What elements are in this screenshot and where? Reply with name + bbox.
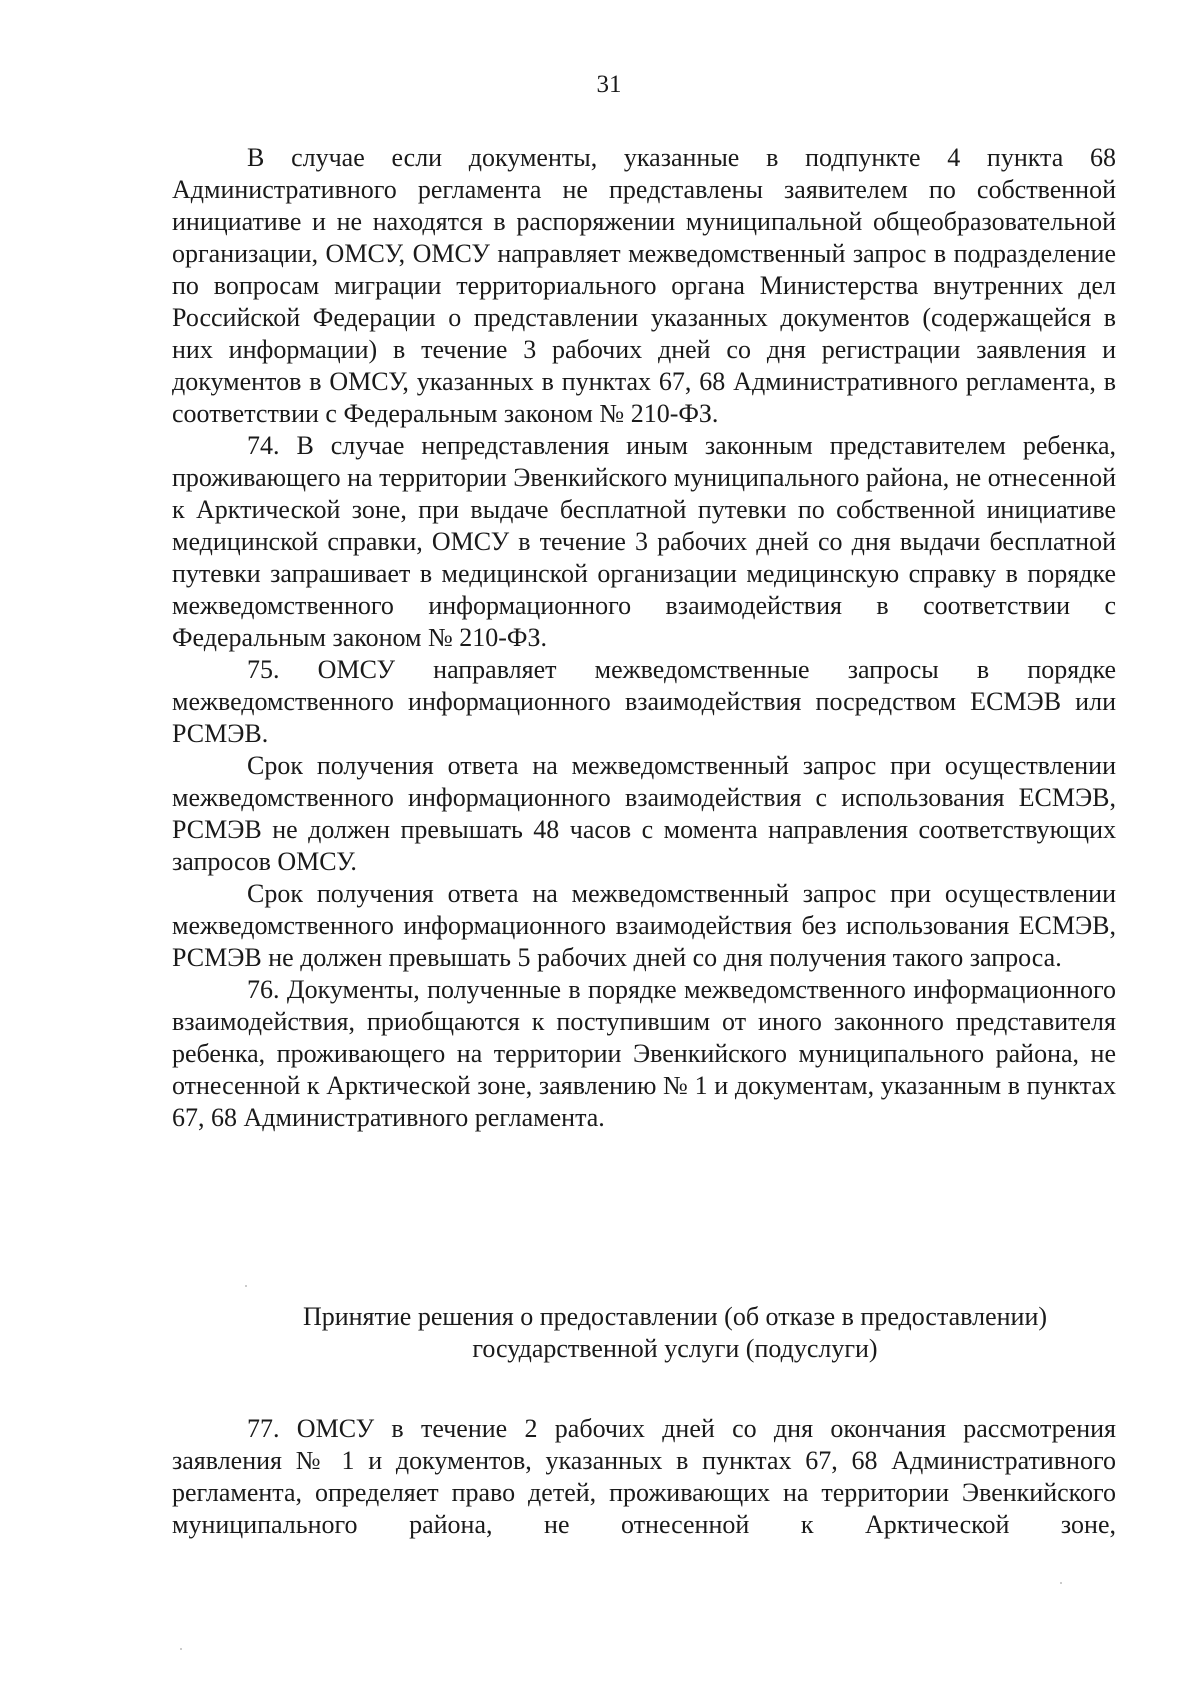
document-body-continued (172, 1413, 1116, 1541)
paragraph-74: 74. В случае непредставления иным законным представителем ребенка, проживающего на территории Эвенкийского муниципального района, не отнесенной к Арктической зоне, при выдаче бесплатной путевки по собственной инициативе медицинской справки, ОМСУ в течение 3 рабочих дней со дня выдачи бесплатной путевки запрашивает в медицинской организации медицинскую справку в порядке межведомственного информационного взаимодействия в соответствии с Федеральным законом № 210-ФЗ. (172, 431, 1116, 652)
section-heading-line-1: Принятие решения о предоставлении (об отказе в предоставлении) (302, 1302, 1048, 1331)
paragraph-73-continued: В случае если документы, указанные в подпункте 4 пункта 68 Административного регламента не представлены заявителем по собственной инициативе и не находятся в распоряжении муниципальной общеобразовательной организации, ОМСУ, ОМСУ направляет межведомственный запрос в подразделение по вопросам миграции территориального органа Министерства внутренних дел Российской Федерации о представлении указанных документов (содержащейся в них информации) в течение 3 рабочих дней со дня регистрации заявления и документов в ОМСУ, указанных в пунктах 67, 68 Административного регламента, в соответствии с Федеральным законом № 210-ФЗ. (172, 143, 1116, 428)
paragraph-76: 76. Документы, полученные в порядке межведомственного информационного взаимодействия, приобщаются к поступившим от иного законного представителя ребенка, проживающего на территории Эвенкийского муниципального района, не отнесенной к Арктической зоне, заявлению № 1 и документам, указанным в пунктах 67, 68 Административного регламента. (172, 975, 1116, 1132)
paragraph-77: 77. ОМСУ в течение 2 рабочих дней со дня окончания рассмотрения заявления № 1 и документов, указанных в пунктах 67, 68 Административного регламента, определяет право детей, проживающих на территории Эвенкийского муниципального района, не отнесенной к Арктической зоне, (172, 1414, 1116, 1539)
paragraph-response-deadline-no-esmev: Срок получения ответа на межведомственный запрос при осуществлении межведомственного информационного взаимодействия без использования ЕСМЭВ, РСМЭВ не должен превышать 5 рабочих дней со дня получения такого запроса. (172, 879, 1116, 972)
scan-speck (1060, 1582, 1062, 1584)
paragraph-response-deadline-esmev: Срок получения ответа на межведомственный запрос при осуществлении межведомственного информационного взаимодействия с использования ЕСМЭВ, РСМЭВ не должен превышать 48 часов с момента направления соответствующих запросов ОМСУ. (172, 751, 1116, 876)
scan-speck (180, 1648, 182, 1650)
paragraph-75: 75. ОМСУ направляет межведомственные запросы в порядке межведомственного информационного взаимодействия посредством ЕСМЭВ или РСМЭВ. (172, 655, 1116, 748)
scan-speck (245, 1285, 247, 1287)
page-number: 31 (596, 71, 622, 98)
section-heading-line-2: государственной услуги (подуслуги) (472, 1334, 878, 1363)
document-body (172, 142, 1116, 1134)
section-heading (230, 1301, 1120, 1365)
